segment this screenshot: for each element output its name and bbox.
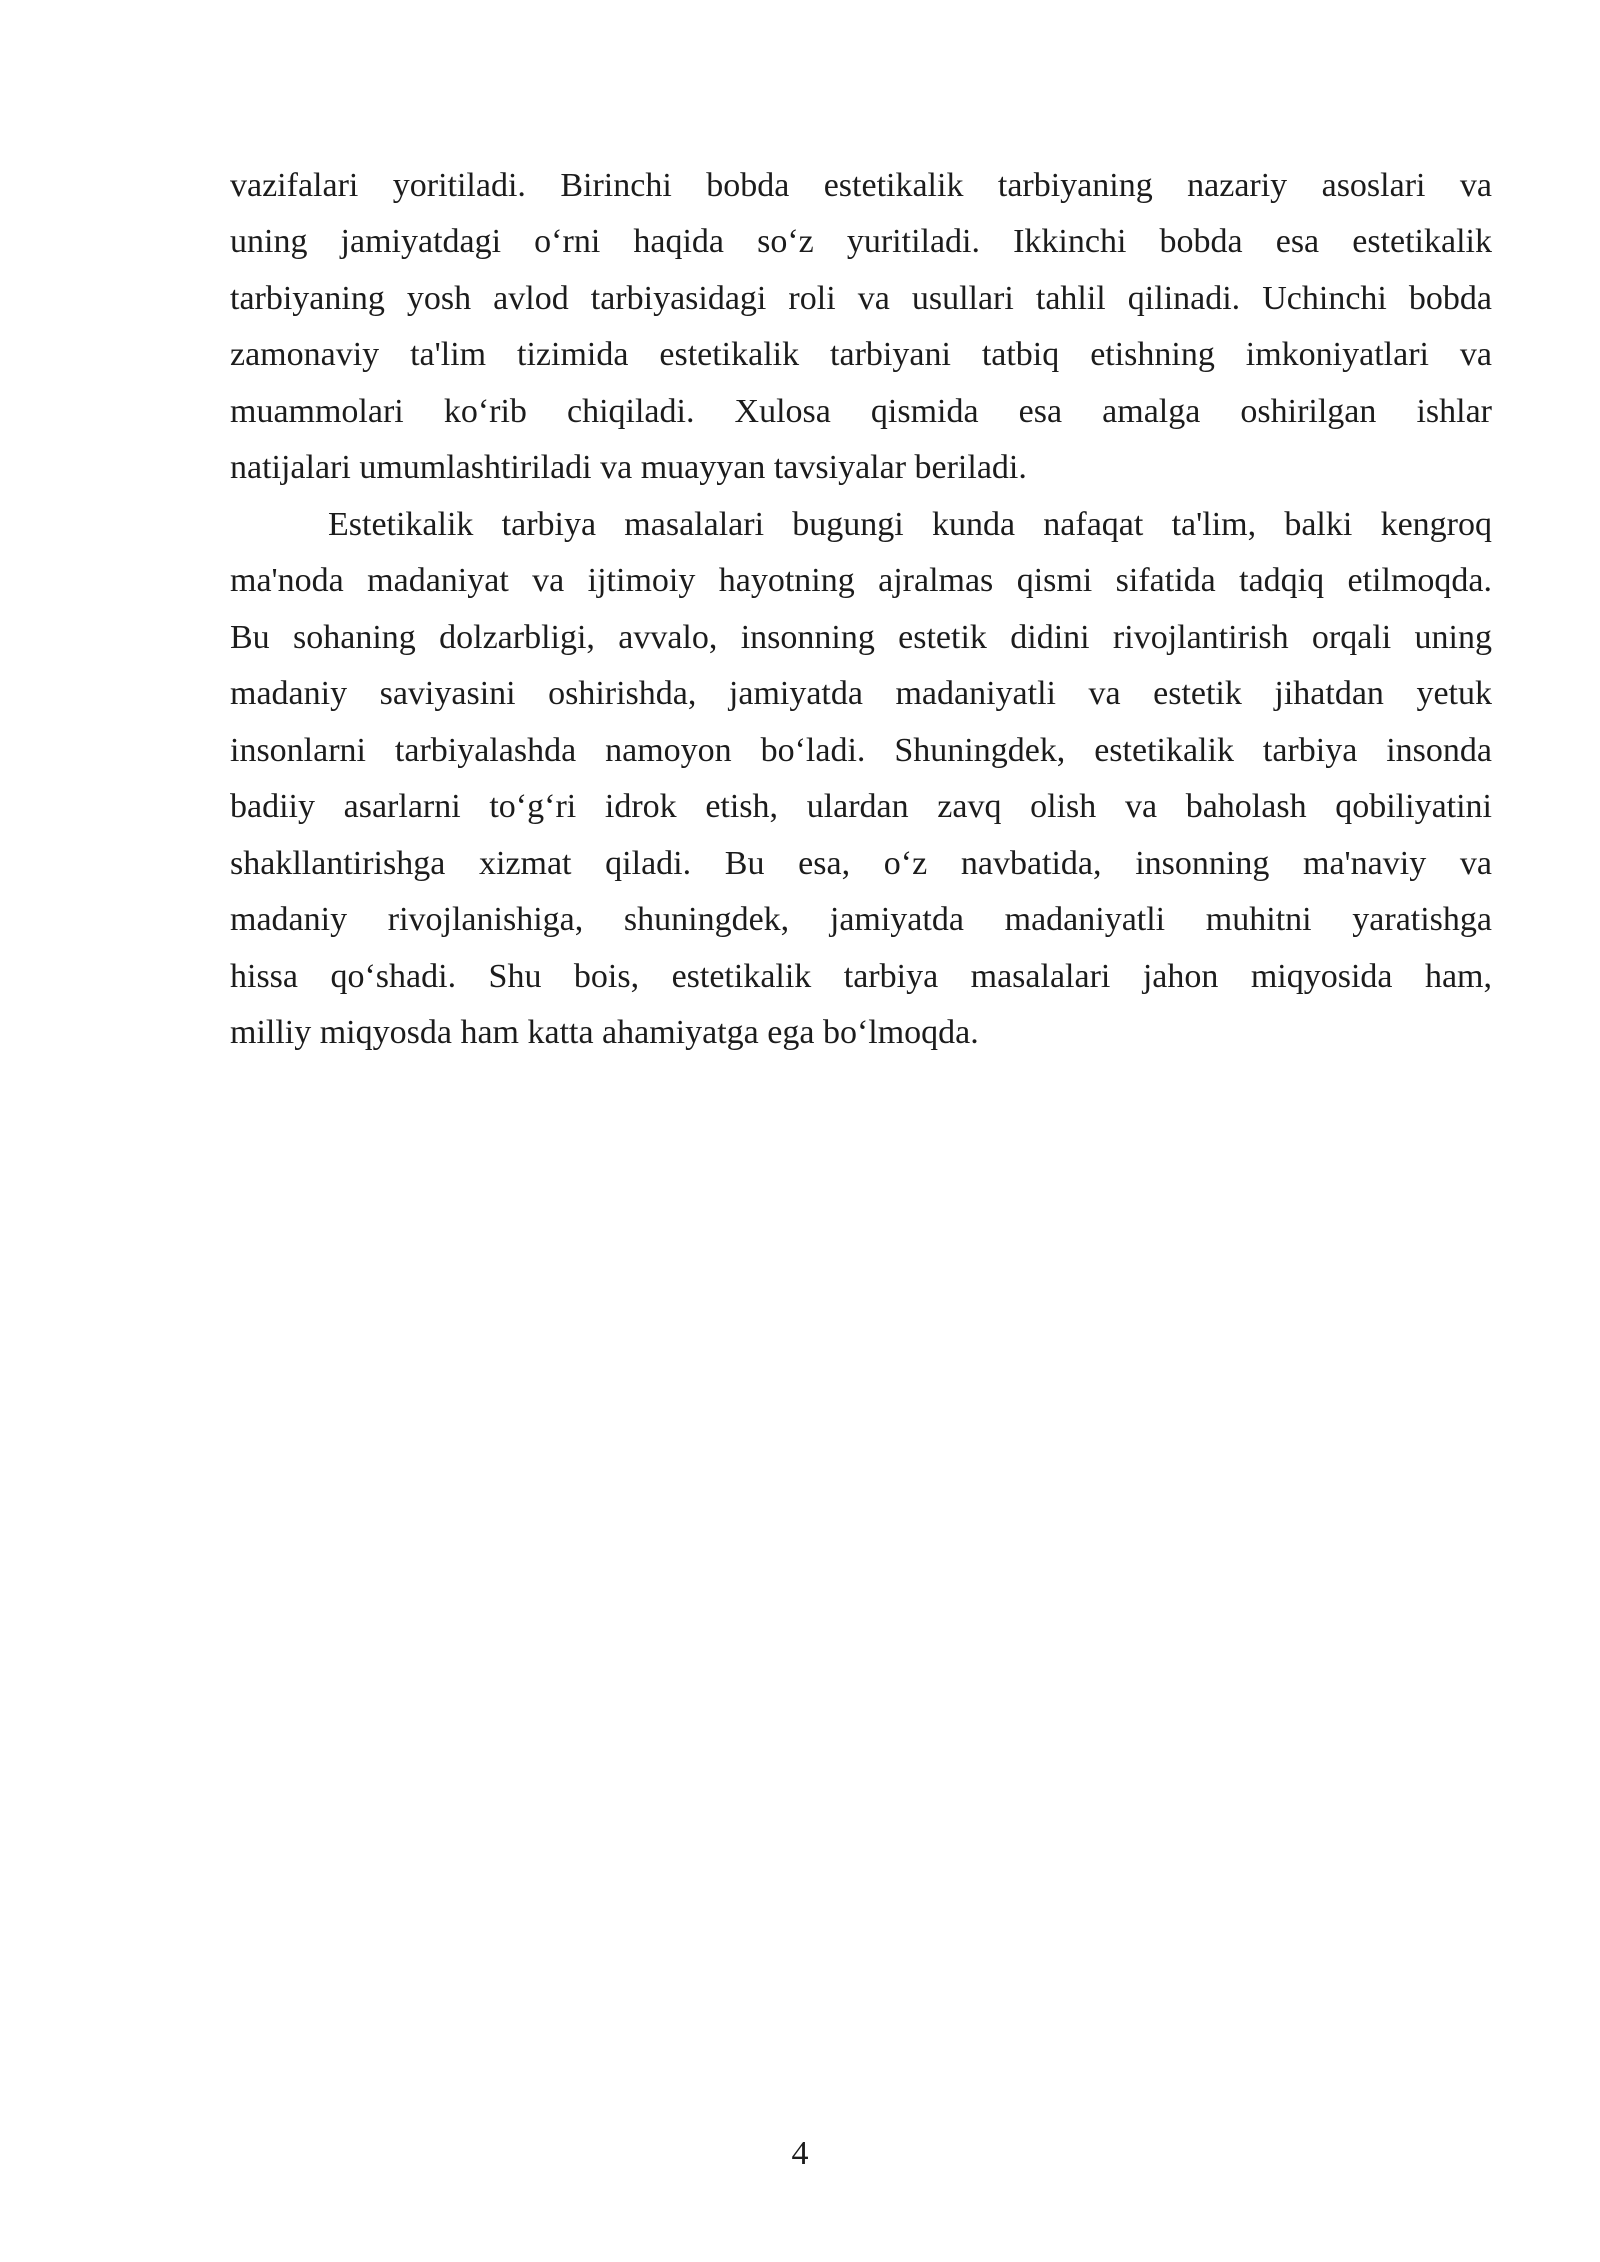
paragraph-line: vazifalari yoritiladi. Birinchi bobda estetikalik tarbiyaning nazariy asoslari va: [230, 167, 1492, 204]
paragraph-line: milliy miqyosda ham katta ahamiyatga ega bo‘lmoqda.: [230, 1014, 979, 1051]
paragraph-line: shakllantirishga xizmat qiladi. Bu esa, o‘z navbatida, insonning ma'naviy va: [230, 845, 1492, 882]
paragraph-line: Estetikalik tarbiya masalalari bugungi kunda nafaqat ta'lim, balki kengroq: [328, 506, 1492, 543]
paragraph-line: zamonaviy ta'lim tizimida estetikalik tarbiyani tatbiq etishning imkoniyatlari va: [230, 336, 1492, 373]
paragraph-line: hissa qo‘shadi. Shu bois, estetikalik tarbiya masalalari jahon miqyosida ham,: [230, 958, 1492, 995]
paragraph-line: badiiy asarlarni to‘g‘ri idrok etish, ulardan zavq olish va baholash qobiliyatini: [230, 788, 1492, 825]
paragraph-line: natijalari umumlashtiriladi va muayyan tavsiyalar beriladi.: [230, 449, 1027, 486]
paragraph-line: insonlarni tarbiyalashda namoyon bo‘ladi. Shuningdek, estetikalik tarbiya insonda: [230, 732, 1492, 769]
paragraph-line: uning jamiyatdagi o‘rni haqida so‘z yuritiladi. Ikkinchi bobda esa estetikalik: [230, 223, 1492, 260]
page-number: 4: [791, 2135, 809, 2172]
paragraph-line: muammolari ko‘rib chiqiladi. Xulosa qismida esa amalga oshirilgan ishlar: [230, 393, 1492, 430]
paragraph-line: madaniy rivojlanishiga, shuningdek, jamiyatda madaniyatli muhitni yaratishga: [230, 901, 1492, 938]
paragraph-line: tarbiyaning yosh avlod tarbiyasidagi roli va usullari tahlil qilinadi. Uchinchi bobda: [230, 280, 1492, 317]
paragraph-line: ma'noda madaniyat va ijtimoiy hayotning ajralmas qismi sifatida tadqiq etilmoqda.: [230, 562, 1492, 599]
paragraph-line: Bu sohaning dolzarbligi, avvalo, insonning estetik didini rivojlantirish orqali uning: [230, 619, 1492, 656]
paragraph-line: madaniy saviyasini oshirishda, jamiyatda madaniyatli va estetik jihatdan yetuk: [230, 675, 1492, 712]
